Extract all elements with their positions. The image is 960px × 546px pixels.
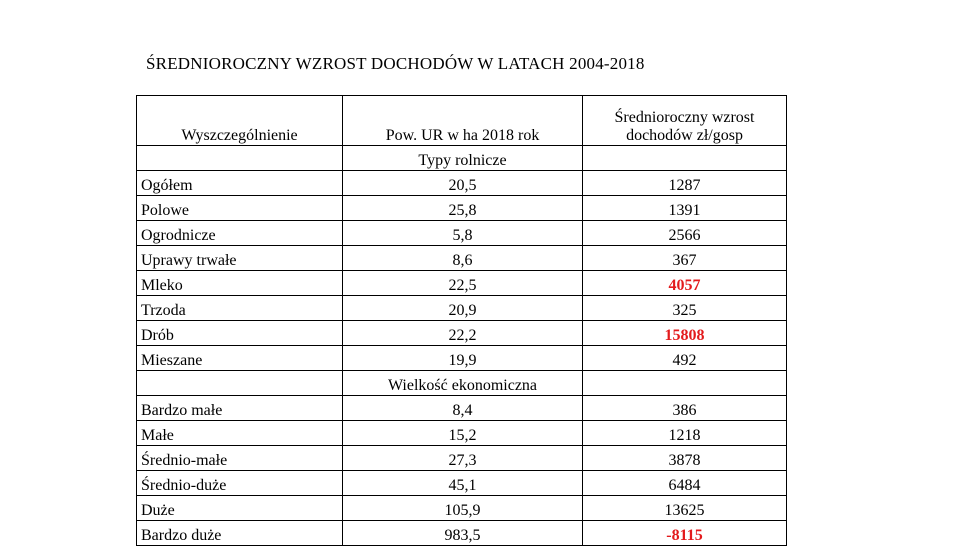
row-growth: 325 (583, 296, 787, 321)
row-label: Bardzo małe (137, 396, 343, 421)
row-label: Duże (137, 496, 343, 521)
row-label: Ogrodnicze (137, 221, 343, 246)
row-label: Małe (137, 421, 343, 446)
table-row (137, 171, 787, 196)
table-row (137, 346, 787, 371)
row-growth: 13625 (583, 496, 787, 521)
row-label: Drób (137, 321, 343, 346)
table-row (137, 246, 787, 271)
row-growth: 2566 (583, 221, 787, 246)
row-area: 25,8 (343, 196, 583, 221)
section-heading-empty (583, 146, 787, 171)
section-heading-empty (583, 371, 787, 396)
row-growth: 4057 (583, 271, 787, 296)
row-growth: 1391 (583, 196, 787, 221)
table-row (137, 496, 787, 521)
table-row (137, 421, 787, 446)
header-growth-line1: Średnioroczny wzrost (614, 109, 755, 126)
table-row (137, 196, 787, 221)
income-growth-table (136, 95, 787, 546)
row-label: Mieszane (137, 346, 343, 371)
row-area: 5,8 (343, 221, 583, 246)
row-growth: 6484 (583, 471, 787, 496)
row-area: 983,5 (343, 521, 583, 546)
header-row (137, 96, 787, 146)
row-area: 8,6 (343, 246, 583, 271)
page-title: ŚREDNIOROCZNY WZROST DOCHODÓW W LATACH 2004-2018 (146, 54, 645, 73)
row-growth: 1218 (583, 421, 787, 446)
section-heading: Wielkość ekonomiczna (343, 371, 583, 396)
row-area: 8,4 (343, 396, 583, 421)
row-area: 22,5 (343, 271, 583, 296)
table-row (137, 221, 787, 246)
row-label: Średnio-małe (137, 446, 343, 471)
row-label: Średnio-duże (137, 471, 343, 496)
table-row (137, 471, 787, 496)
row-growth: 492 (583, 346, 787, 371)
row-growth: 3878 (583, 446, 787, 471)
section-heading-empty (137, 371, 343, 396)
row-growth: 15808 (583, 321, 787, 346)
row-label: Uprawy trwałe (137, 246, 343, 271)
table-row (137, 396, 787, 421)
table-row (137, 321, 787, 346)
table-row (137, 296, 787, 321)
row-area: 105,9 (343, 496, 583, 521)
row-label: Ogółem (137, 171, 343, 196)
row-growth: 1287 (583, 171, 787, 196)
row-label: Bardzo duże (137, 521, 343, 546)
row-growth: 386 (583, 396, 787, 421)
row-area: 20,5 (343, 171, 583, 196)
row-label: Trzoda (137, 296, 343, 321)
header-item: Wyszczególnienie (137, 96, 343, 146)
row-label: Mleko (137, 271, 343, 296)
row-area: 45,1 (343, 471, 583, 496)
row-area: 22,2 (343, 321, 583, 346)
header-area: Pow. UR w ha 2018 rok (343, 96, 583, 146)
row-growth: 367 (583, 246, 787, 271)
section-heading-row (137, 371, 787, 396)
header-growth-line2: dochodów zł/gosp (626, 127, 743, 144)
table-row (137, 446, 787, 471)
row-growth: -8115 (583, 521, 787, 546)
section-heading-empty (137, 146, 343, 171)
section-heading: Typy rolnicze (343, 146, 583, 171)
row-area: 20,9 (343, 296, 583, 321)
header-growth (583, 96, 787, 146)
row-area: 27,3 (343, 446, 583, 471)
section-heading-row (137, 146, 787, 171)
row-area: 15,2 (343, 421, 583, 446)
row-label: Polowe (137, 196, 343, 221)
table-row (137, 271, 787, 296)
row-area: 19,9 (343, 346, 583, 371)
table-row (137, 521, 787, 546)
